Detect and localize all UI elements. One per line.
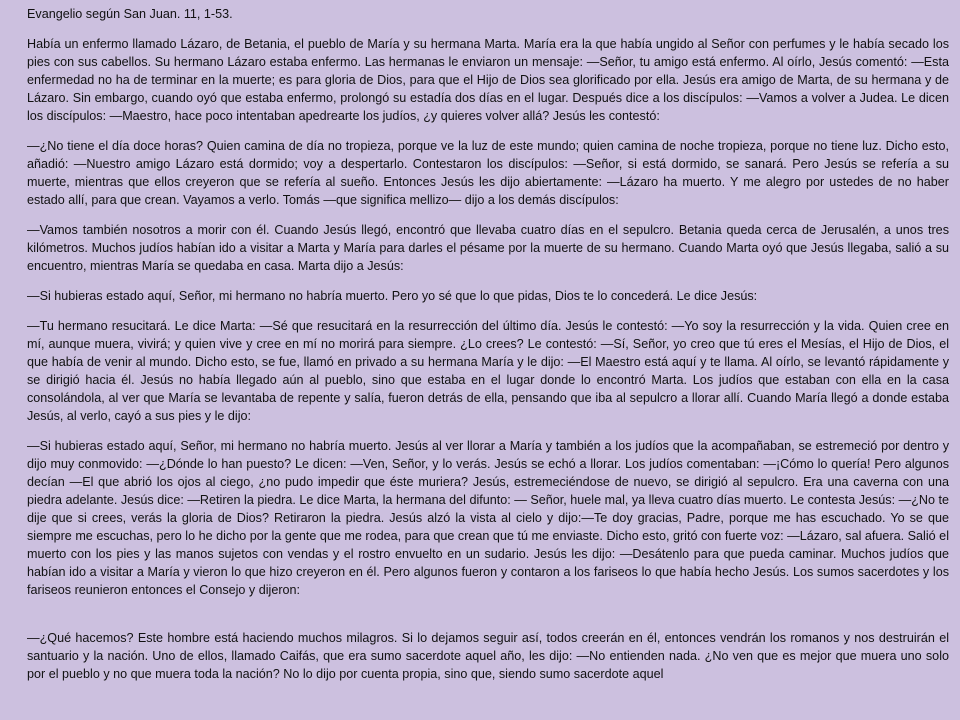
document-title: Evangelio según San Juan. 11, 1-53. [27,7,233,21]
paragraph-5: —Tu hermano resucitará. Le dice Marta: —Sé que resucitará en la resurrección del último día. Jesús le contestó: —Yo soy la resurrección y la vida. Quien cree en mí, aunque muera, vivirá; y quien vive y cree en mí no morirá para siempre. ¿Lo crees? Le contestó: —Sí, Señor, yo creo que tú eres el Mesías, el Hijo de Dios, el que había de venir al mundo. Dicho esto, se fue, llamó en privado a su hermana María y le dijo: —El Maestro está aquí y te llama. Al oírlo, se levantó rápidamente y se dirigió hacia él. Jesús no había llegado aún al pueblo, sino que estaba en el lugar donde lo encontró Marta. Los judíos que estaban con ella en la casa consolándola, al ver que María se levantaba de repente y salía, fueron detrás de ella, pensando que iba al sepulcro a llorar allí. Cuando María llegó a donde estaba Jesús, al verlo, cayó a sus pies y le dijo: [27,319,949,423]
paragraph-3: —Vamos también nosotros a morir con él. Cuando Jesús llegó, encontró que llevaba cuatro días en el sepulcro. Betania queda cerca de Jerusalén, a unos tres kilómetros. Muchos judíos habían ido a visitar a Marta y María para darles el pésame por la muerte de su hermano. Cuando Marta oyó que Jesús llegaba, salió a su encuentro, mientras María se quedaba en casa. Marta dijo a Jesús: [27,223,949,273]
paragraph-2: —¿No tiene el día doce horas? Quien camina de día no tropieza, porque ve la luz de este mundo; quien camina de noche tropieza, porque no tiene luz. Dicho esto, añadió: —Nuestro amigo Lázaro está dormido; voy a despertarlo. Contestaron los discípulos: —Señor, si está dormido, se sanará. Pero Jesús se refería a su muerte, mientras que ellos creyeron que se refería al sueño. Entonces Jesús les dijo abiertamente: —Lázaro ha muerto. Y me alegro por ustedes de no haber estado allí, para que crean. Vayamos a verlo. Tomás —que significa mellizo— dijo a los demás discípulos: [27,139,949,207]
paragraph-4: —Si hubieras estado aquí, Señor, mi hermano no habría muerto. Pero yo sé que lo que pidas, Dios te lo concederá. Le dice Jesús: [27,289,758,303]
paragraph-6: —Si hubieras estado aquí, Señor, mi hermano no habría muerto. Jesús al ver llorar a María y también a los judíos que la acompañaban, se estremeció por dentro y dijo muy conmovido: —¿Dónde lo han puesto? Le dicen: —Ven, Señor, y lo verás. Jesús se echó a llorar. Los judíos comentaban: —¡Cómo lo quería! Pero algunos decían —El que abrió los ojos al ciego, ¿no pudo impedir que éste muriera? Jesús, estremeciéndose de nuevo, se dirigió al sepulcro. Era una caverna con una piedra adelante. Jesús dice: —Retiren la piedra. Le dice Marta, la hermana del difunto: — Señor, huele mal, ya lleva cuatro días muerto. Le contesta Jesús: —¿No te dije que si crees, verás la gloria de Dios? Retiraron la piedra. Jesús alzó la vista al cielo y dijo:—Te doy gracias, Padre, porque me has escuchado. Yo se que siempre me escuchas, pero lo he dicho por la gente que me rodea, para que crean que tú me enviaste. Dicho esto, gritó con fuerte voz: —Lázaro, sal afuera. Salió el muerto con los pies y las manos sujetos con vendas y el rostro envuelto en un sudario. Jesús les dijo: —Desátenlo para que pueda caminar. Muchos judíos que habían ido a visitar a María y vieron lo que hizo creyeron en él. Pero algunos fueron y contaron a los fariseos lo que había hecho Jesús. Los sumos sacerdotes y los fariseos reunieron entonces el Consejo y dijeron: [27,439,949,597]
paragraph-7: —¿Qué hacemos? Este hombre está haciendo muchos milagros. Si lo dejamos seguir así, todos creerán en él, entonces vendrán los romanos y nos destruirán el santuario y la nación. Uno de ellos, llamado Caifás, que era sumo sacerdote aquel año, les dijo: —No entienden nada. ¿No ven que es mejor que muera uno solo por el pueblo y no que muera toda la nación? No lo dijo por cuenta propia, sino que, siendo sumo sacerdote aquel [27,631,949,681]
paragraph-1: Había un enfermo llamado Lázaro, de Betania, el pueblo de María y su hermana Marta. María era la que había ungido al Señor con perfumes y le había secado los pies con sus cabellos. Su hermano Lázaro estaba enfermo. Las hermanas le enviaron un mensaje: —Señor, tu amigo está enfermo. Al oírlo, Jesús comentó: —Esta enfermedad no ha de terminar en la muerte; es para gloria de Dios, para que el Hijo de Dios sea glorificado por ella. Jesús era amigo de Marta, de su hermana y de Lázaro. Sin embargo, cuando oyó que estaba enfermo, prolongó su estadía dos días en el lugar. Después dice a los discípulos: —Vamos a volver a Judea. Le dicen los discípulos: —Maestro, hace poco intentaban apedrearte los judíos, ¿y quieres volver allá? Jesús les contestó: [27,37,949,123]
